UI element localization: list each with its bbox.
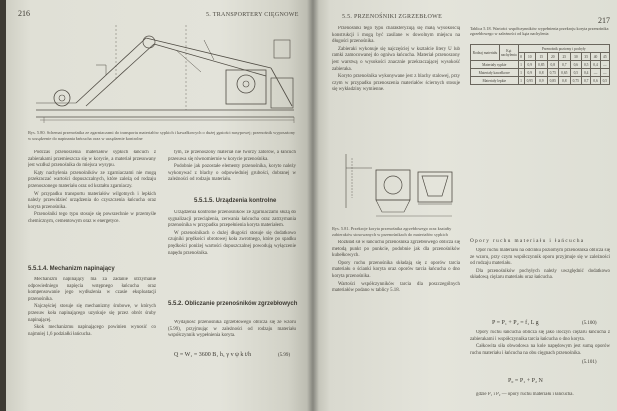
left-page	[6, 0, 312, 411]
left-column-2-text	[168, 150, 296, 190]
table-cell: 1	[518, 77, 524, 85]
right-page-number: 217	[598, 16, 610, 25]
right-running-head: 5.5. PRZENOŚNIKI ZGRZEBŁOWE	[342, 14, 443, 20]
table-column-header: 30	[570, 53, 582, 61]
paragraph: Podczas przenoszenia materiałów sypkich łańcuch z zabierakami przemieszcza się w korycie, a materiał przesuwany jest wzdłuż przenośnika do miejsca wysypu.	[28, 150, 156, 169]
table-cell: 0,5	[582, 61, 591, 69]
book-gutter	[307, 0, 319, 411]
right-column-2-heading: Opory ruchu materiału i łańcucha	[470, 238, 585, 244]
left-column-1-text-2	[28, 277, 156, 407]
paragraph: Kąty nachylenia przenośników ze zgarniaczami nie mogą przekraczać wartości dopuszczalnych, które zależą od rodzaju przenoszonego materiału oraz od kształtu zgarniaczy.	[28, 170, 156, 189]
right-column-2-text-2	[470, 330, 610, 358]
table-column-header: 15	[536, 53, 548, 61]
table-row-label: Materiały lepkie	[471, 77, 519, 85]
table-column-header: 10	[524, 53, 536, 61]
table-column-header: 0	[518, 53, 524, 61]
right-column-1-text	[332, 26, 460, 140]
paragraph: tym, że przenoszony materiał nie tworzy zatorów, a łańcuch przesuwa się równomiernie w korycie przenośnika.	[168, 150, 296, 162]
paragraph: Przenośniki tego typu stosuje się powszechnie w przemyśle chemicznym, cementowym oraz w energetyce.	[28, 212, 156, 224]
table-cell: 0,4	[582, 69, 591, 77]
table-header-cell: Przenośnik poziomy i pochyły	[518, 45, 609, 53]
table-cell: 0,5	[600, 77, 609, 85]
equation-3: P₀ = P₁ + P₂ N	[508, 378, 543, 384]
table-row	[471, 69, 610, 77]
paragraph: Koryto przenośnika wykonywane jest z blachy stalowej, przy czym w przypadku przenoszenia materiałów ściernych stosuje się wykładziny wymienne.	[332, 74, 460, 93]
paragraph: Skok mechanizmu napinającego powinien wynosić co najmniej 1,6 podziałki łańcucha.	[28, 325, 156, 337]
paragraph: Urządzenia kontrolne przenośników ze zgarniaczami służą do sygnalizacji przeciążenia, zerwania łańcucha oraz zatrzymania przenośnika w przypadku przepełnienia koryta materiałem.	[168, 210, 296, 229]
table-cell: 0,75	[570, 77, 582, 85]
equation-number: (5.99)	[278, 353, 291, 358]
table-cell: 0,8	[559, 77, 571, 85]
table-cell: 0,9	[536, 77, 548, 85]
right-page	[312, 0, 617, 411]
right-column-2-text	[470, 248, 610, 292]
paragraph: Opory ruchu łańcucha oblicza się jako iloczyn ciężaru łańcucha z zabierakami i współczynnika tarcia łańcucha o dno koryta.	[470, 330, 610, 342]
table-header-cell: Kąt nachylenia	[500, 45, 519, 61]
table-cell: 0,85	[536, 61, 548, 69]
table-cell: 0,95	[524, 77, 536, 85]
left-column-2-text-3	[168, 320, 296, 346]
table-header-cell: Rodzaj materiału	[471, 45, 500, 61]
table-row-label: Materiały kawałkowe	[471, 69, 519, 77]
table-cell: —	[600, 69, 609, 77]
paragraph: Przenośniki tego typu charakteryzują się małą wysokością konstrukcji i mogą być zasilane w dowolnym miejscu na długości przenośnika.	[332, 26, 460, 45]
section-heading-tension: 5.5.1.4. Mechanizm napinający	[28, 266, 115, 272]
equation: Q = W₁ = 3600 B₁ h₁ γ v ψ k t/h	[174, 352, 252, 358]
paragraph: Mechanizm napinający ma za zadanie utrzymanie odpowiedniego napięcia wstępnego łańcucha oraz kompensowanie jego wydłużenia w czasie eksploatacji przenośnika.	[28, 277, 156, 302]
paragraph: Opór ruchu materiału na odcinku poziomym przenośnika oblicza się ze wzoru, przy czym współczynnik oporu przyjmuje się w zależności od rodzaju materiału.	[470, 248, 610, 267]
paragraph: Opory ruchu przenośnika składają się z oporów tarcia materiału o ścianki koryta oraz oporów tarcia łańcucha o dno koryta przenośnika.	[332, 260, 460, 279]
table-cell: 0,7	[559, 61, 571, 69]
table-row	[471, 61, 610, 69]
left-figure-caption: Rys. 5.80. Schemat przenośnika ze zgarniaczami do transportu materiałów sypkich i kawałkowych o dużej gęstości nasypowej; przenośnik wyposażony w urządzenie do napinania łańcucha oraz w urządzenie kontrolne	[28, 130, 296, 141]
table-cell: 0,9	[524, 61, 536, 69]
table-cell: 0,8	[547, 61, 559, 69]
left-column-2-text-2	[168, 210, 296, 294]
table-cell: 1	[518, 61, 524, 69]
table-cell: 0,6	[591, 77, 600, 85]
section-heading-calculation: 5.5.2. Obliczanie przenośników zgrzebłowych	[168, 301, 298, 307]
table-column-header: 40	[591, 53, 600, 61]
paragraph: W przypadku transportu materiałów wilgotnych i lepkich należy przewidzieć urządzenia do czyszczenia łańcucha oraz koryta przenośnika.	[28, 191, 156, 210]
data-table	[470, 44, 610, 85]
paragraph: Najczęściej stosuje się mechanizmy śrubowe, w których przesuw koła napinającego uzyskuje się przez obrót śruby napinającej.	[28, 304, 156, 323]
table-cell: —	[600, 61, 609, 69]
equation-2-number: (5.101)	[582, 360, 597, 365]
paragraph: W przenośnikach o dużej długości stosuje się dodatkowo czujniki prędkości obrotowej koła zwrotnego, które po spadku prędkości poniżej wartości dopuszczalnej powodują wyłączenie napędu przenośnika.	[168, 230, 296, 256]
equation-1: P = P₁ + P₂ = f₁ L g	[492, 320, 539, 326]
paragraph: Dla przenośników pochyłych należy uwzględnić dodatkowo składową ciężaru materiału oraz łańcucha.	[470, 268, 610, 281]
table-row	[471, 77, 610, 85]
right-figure-caption: Rys. 5.81. Przekroje koryta przenośnika zgrzebłowego oraz kształty zabieraków stosowanych w przenośnikach do materiałów sypkich	[332, 226, 452, 237]
paragraph: Wydajność przenośnika zgrzebłowego oblicza się ze wzoru (5.99), przyjmując w zależności od rodzaju materiału współczynnik wypełnienia koryta.	[168, 320, 296, 339]
table-column-header: 25	[559, 53, 571, 61]
table-cell: 0,65	[559, 69, 571, 77]
table-cell: 0,7	[582, 77, 591, 85]
table-cell: —	[591, 69, 600, 77]
table-cell: 0,6	[570, 61, 582, 69]
conveyor-drawing	[26, 20, 301, 128]
table-body	[471, 61, 610, 85]
section-heading-control: 5.5.1.5. Urządzenia kontrolne	[194, 198, 277, 204]
equation-1-number: (5.100)	[582, 321, 597, 326]
trough-section-drawing	[342, 148, 460, 224]
paragraph: gdzie P₁ i P₂ — opory ruchu materiału i łańcucha.	[476, 392, 574, 397]
table-column-header: 35	[582, 53, 591, 61]
table-header-row	[471, 45, 610, 53]
table-column-header: 45	[600, 53, 609, 61]
table-cell: 0,5	[570, 69, 582, 77]
left-running-head: 5. TRANSPORTERY CIĘGNOWE	[206, 12, 299, 18]
table-cell: 0,8	[536, 69, 548, 77]
left-column-1-text	[28, 150, 156, 262]
right-column-1-text-2	[332, 240, 460, 408]
paragraph: Całkowita siła obwodowa na kole napędowym jest sumą oporów ruchu materiału i łańcucha na obu cięgnach przenośnika.	[470, 344, 610, 356]
table-cell: 0,4	[591, 61, 600, 69]
table-column-header: 20	[547, 53, 559, 61]
left-page-number: 216	[18, 9, 30, 18]
table-row-label: Materiały sypkie	[471, 61, 519, 69]
open-book	[6, 0, 617, 411]
paragraph: Podobnie jak pozostałe elementy przenośnika, koryto należy wykonywać z blachy o odpowiedniej grubości, dobranej w zależności od rodzaju materiału.	[168, 164, 296, 183]
table-cell: 0,85	[547, 77, 559, 85]
table-caption: Tablica 5.18. Wartości współczynników wypełnienia przekroju koryta przenośnika zgrzebłowego w zależności od kąta nachylenia	[470, 26, 609, 37]
paragraph: Rozkład sił w łańcuchu przenośnika zgrzebłowego oblicza się metodą punkt po punkcie, podobnie jak dla przenośników kubełkowych.	[332, 240, 460, 259]
paragraph: Wartości współczynników tarcia dla poszczególnych materiałów podano w tablicy 5.18.	[332, 281, 460, 294]
table-cell: 0,9	[524, 69, 536, 77]
paragraph: Zabieraki wykonuje się najczęściej w kształcie litery U lub ramki zamocowanej do ogniwa łańcucha. Materiał przenoszony jest warstwą o wysokości znacznie przekraczającej wysokość zabieraka.	[332, 46, 460, 72]
table-cell: 1	[518, 69, 524, 77]
right-column-2-text-3	[470, 392, 610, 408]
table-cell: 0,75	[547, 69, 559, 77]
